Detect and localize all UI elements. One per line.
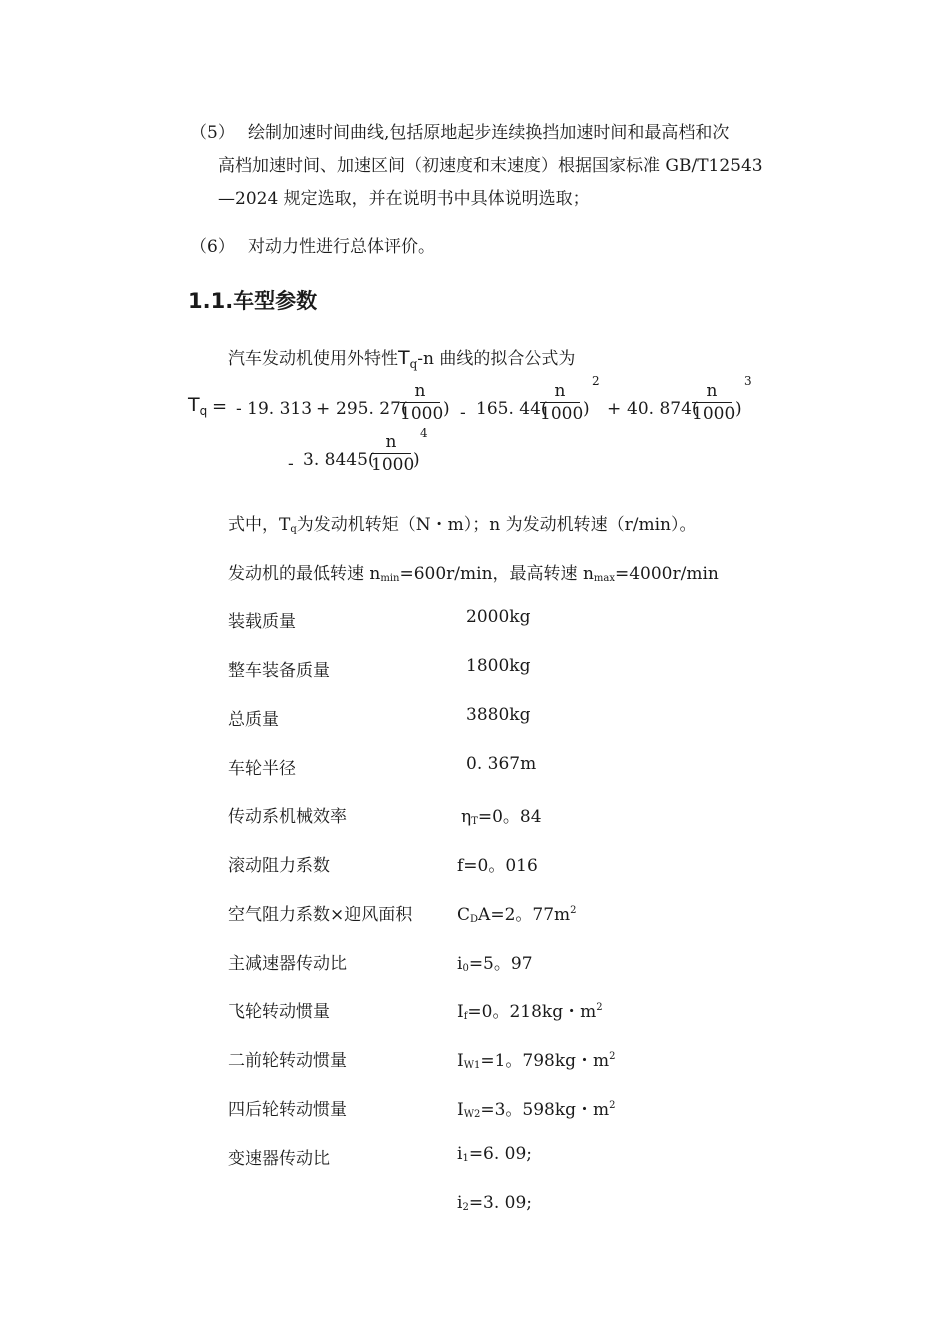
formula-intro: 汽车发动机使用外特性$T_q-n$ 曲线的拟合公式为	[228, 347, 576, 371]
param-label: 空气阻力系数×迎风面积	[228, 905, 413, 925]
exponent-4: 4	[420, 426, 428, 440]
param-value: ηT=0。84	[461, 807, 542, 827]
param-label: 车轮半径	[228, 759, 296, 779]
close-paren-3: )	[735, 399, 742, 419]
param-label: 整车装备质量	[228, 661, 330, 681]
formula-coef-3: 40. 874(	[627, 399, 699, 419]
section-title: 1.1.车型参数	[188, 289, 318, 313]
item-6-number: （6）	[190, 237, 235, 257]
param-label: 四后轮转动惯量	[228, 1100, 347, 1120]
exponent-2: 2	[592, 374, 600, 388]
exponent-3: 3	[744, 374, 752, 388]
item-5-line-2: 高档加速时间、加速区间（初速度和末速度）根据国家标准 GB/T12543	[218, 156, 763, 176]
param-value: f=0。016	[457, 856, 538, 876]
item-5-number: （5）	[190, 123, 235, 143]
param-label: 装载质量	[228, 612, 296, 632]
param-value: CDA=2。$77m^2$	[457, 905, 577, 925]
param-label: 变速器传动比	[228, 1149, 330, 1169]
param-value: i1=6. 09;	[457, 1144, 533, 1164]
param-label: 滚动阻力系数	[228, 856, 330, 876]
close-paren-1: )	[443, 399, 450, 419]
fraction-2: n 1000	[540, 381, 584, 424]
fraction-3: n 1000	[692, 381, 736, 424]
formula-plus-3: +	[607, 399, 622, 419]
formula-minus-4: -	[288, 454, 294, 474]
formula-where-note: 式中，Tq为发动机转矩（N・m）；n 为发动机转速（r/min）。	[228, 515, 697, 535]
param-value: IW2=3。598kg・$m^2$	[457, 1100, 616, 1120]
formula-coef-1: 295. 27(	[336, 399, 408, 419]
param-label: 飞轮转动惯量	[228, 1002, 330, 1022]
fraction-4: n 1000	[371, 432, 415, 475]
param-value: 1800kg	[466, 656, 531, 676]
formula-lhs: $T_q$	[188, 394, 208, 418]
formula-coef-2: 165. 44(	[476, 399, 548, 419]
param-value: 2000kg	[466, 607, 531, 627]
engine-speed-range: 发动机的最低转速 nmin=600r/min，最高转速 nmax=4000r/min	[228, 564, 719, 584]
param-value: i0=5。97	[457, 954, 533, 974]
formula-equals: =	[212, 396, 228, 417]
fraction-1: n 1000	[400, 381, 444, 424]
formula-minus-2: -	[460, 403, 466, 423]
param-label: 总质量	[228, 710, 279, 730]
param-value: i2=3. 09;	[457, 1193, 533, 1213]
param-label: 传动系机械效率	[228, 807, 347, 827]
param-value: 3880kg	[466, 705, 531, 725]
param-label: 主减速器传动比	[228, 954, 347, 974]
formula-coef-4: 3. 8445(	[303, 450, 375, 470]
close-paren-2: )	[583, 399, 590, 419]
item-6-text: 对动力性进行总体评价。	[248, 237, 435, 257]
param-value: 0. 367m	[466, 754, 537, 774]
param-value: IW1=1。798kg・$m^2$	[457, 1051, 616, 1071]
param-label: 二前轮转动惯量	[228, 1051, 347, 1071]
formula-plus-1: +	[316, 399, 331, 419]
formula-constant: - 19. 313	[236, 399, 313, 419]
item-5-line-1: 绘制加速时间曲线,包括原地起步连续换挡加速时间和最高档和次	[248, 123, 730, 143]
item-5-line-3: —2024 规定选取，并在说明书中具体说明选取；	[218, 189, 590, 209]
close-paren-4: )	[413, 450, 420, 470]
param-value: If=0。218kg・$m^2$	[457, 1002, 603, 1022]
